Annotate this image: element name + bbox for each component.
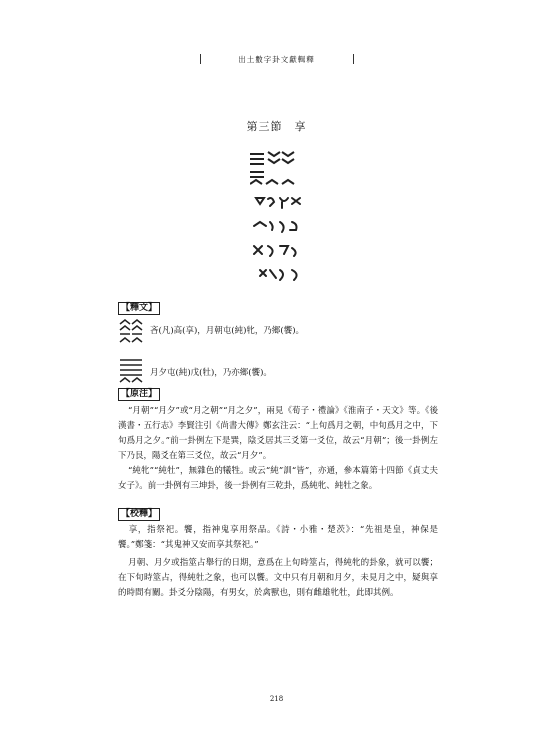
- header-divider-right: [353, 54, 354, 64]
- yuanzhu-label: 【原注】: [118, 388, 160, 401]
- running-header: [0, 52, 553, 66]
- hexagram-2-icon: [118, 358, 144, 384]
- yuanzhu-paragraph-2: [118, 464, 438, 494]
- yuanzhu-paragraph-1: [118, 404, 438, 464]
- strip-script-image: [252, 196, 312, 286]
- jiaoshi-label: 【校釋】: [118, 508, 160, 521]
- jiaoshi-paragraph-1: [118, 523, 438, 553]
- shiwen-line-2: 月夕屯(純)戊(牡)，乃亦鄉(饗)。: [150, 368, 272, 378]
- yuanzhu-p1-text: “月朝”“月夕”或“月之朝”“月之夕”，兩見《荀子・禮論》《淮南子・天文》等。《後漢書・五行志》李賢注引《尚書大傳》鄭玄注云：“上旬爲月之朝，中旬爲月之中，下旬爲月之夕。”前一卦例左下是巽，陰爻居其三爻第一爻位，故云“月朝”；後一卦例左下乃艮，陽爻在第三爻位，故云“月夕”。: [118, 406, 438, 461]
- section-title: 第三節 享: [246, 120, 307, 133]
- header-title: 出土數字卦文獻輯釋: [238, 55, 315, 64]
- page-number: 218: [269, 695, 284, 703]
- strip-hexagram-image: [250, 150, 310, 190]
- jiaoshi-p1-text: 享，指祭祀。饗，指神鬼享用祭品。《詩・小雅・楚茨》：“先祖是皇，神保是饗。”鄭箋：“其鬼神又安而享其祭祀。”: [118, 525, 438, 550]
- jiaoshi-paragraph-2: [118, 556, 438, 601]
- shiwen-label: 【釋文】: [118, 302, 160, 315]
- shiwen-line-1: 吝(凡)高(享)，月朝屯(純)牝，乃鄉(饗)。: [150, 326, 305, 336]
- hexagram-1-icon: [118, 318, 144, 344]
- jiaoshi-p2-text: 月朝、月夕或指筮占舉行的日期，意爲在上旬時筮占，得純牝的卦象，就可以饗；在下旬時筮占，得純牡之象，也可以饗。文中只有月朝和月夕，未見月之中，疑與享的時間有關。卦爻分陰陽，有男女，於禽獸也，則有雌雄牝牡，此即其例。: [118, 558, 438, 598]
- yuanzhu-p2-text: “純牝”“純牡”，無雜色的犧牲。或云“純”訓“皆”，亦通，參本篇第十四節《貞丈夫女子》。前一卦例有三坤卦，後一卦例有三乾卦，爲純牝、純牡之象。: [118, 466, 438, 491]
